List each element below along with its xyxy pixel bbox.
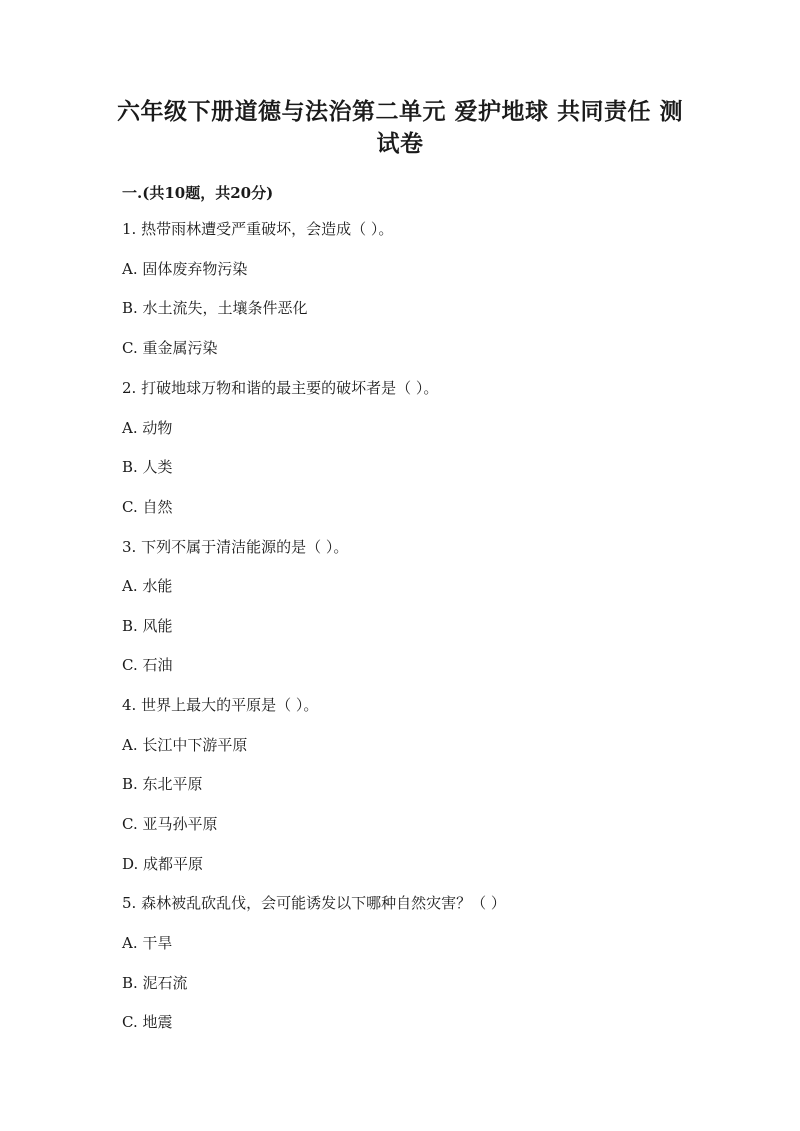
question-4-option-b: B. 东北平原 <box>122 775 203 793</box>
question-3-option-b: B. 风能 <box>122 617 173 635</box>
section-header: 一.(共10题，共20分) <box>122 184 274 202</box>
question-1-option-a: A. 固体废弃物污染 <box>122 260 248 278</box>
question-1-option-b: B. 水土流失，土壤条件恶化 <box>122 299 308 317</box>
question-4-stem: 4. 世界上最大的平原是（ ）。 <box>122 696 319 714</box>
question-3-stem: 3. 下列不属于清洁能源的是（ ）。 <box>122 538 349 556</box>
question-3-option-a: A. 水能 <box>122 577 173 595</box>
page-title: 六年级下册道德与法治第二单元 爱护地球 共同责任 测试卷 <box>116 98 684 157</box>
question-1-option-c: C. 重金属污染 <box>122 339 218 357</box>
question-4-option-c: C. 亚马孙平原 <box>122 815 218 833</box>
question-2-option-a: A. 动物 <box>122 419 173 437</box>
question-4-option-d: D. 成都平原 <box>122 855 204 873</box>
question-5-option-a: A. 干旱 <box>122 934 173 952</box>
question-2-option-c: C. 自然 <box>122 498 173 516</box>
question-5-stem: 5. 森林被乱砍乱伐，会可能诱发以下哪种自然灾害？（ ） <box>122 894 506 912</box>
question-4-option-a: A. 长江中下游平原 <box>122 736 248 754</box>
question-2-option-b: B. 人类 <box>122 458 173 476</box>
question-5-option-b: B. 泥石流 <box>122 974 188 992</box>
question-2-stem: 2. 打破地球万物和谐的最主要的破坏者是（ ）。 <box>122 379 439 397</box>
question-1-stem: 1. 热带雨林遭受严重破坏，会造成（ ）。 <box>122 220 394 238</box>
question-3-option-c: C. 石油 <box>122 656 173 674</box>
question-5-option-c: C. 地震 <box>122 1013 173 1031</box>
